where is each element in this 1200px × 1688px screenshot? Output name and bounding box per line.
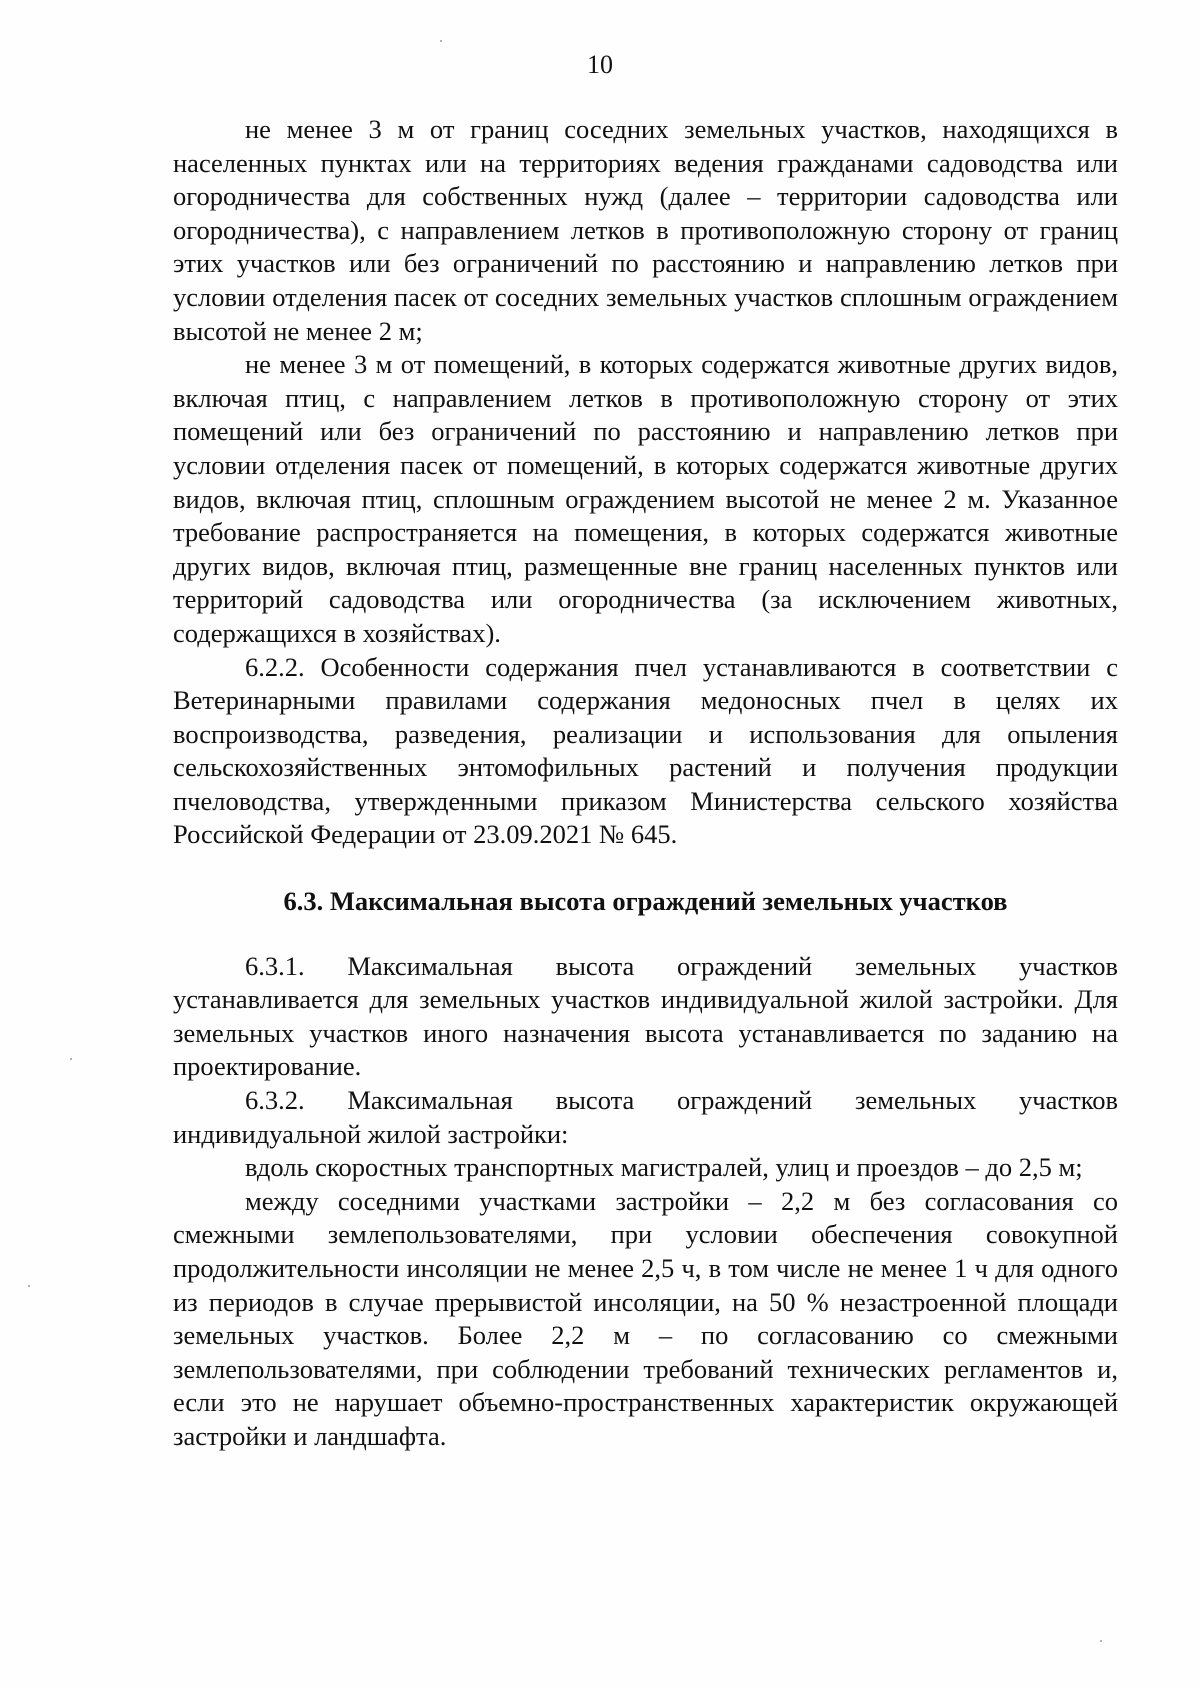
paragraph-fence-along-roads: вдоль скоростных транспортных магистралей, улиц и проездов – до 2,5 м;: [245, 1152, 1083, 1183]
spacer: [173, 852, 1118, 885]
page-number: 10: [587, 50, 613, 79]
paragraph-6-3-2: 6.3.2. Максимальная высота ограждений земельных участков индивидуальной жилой застройки:: [173, 1085, 1118, 1149]
section-heading-6-3: 6.3. Максимальная высота ограждений земельных участков: [283, 886, 1008, 917]
document-body: [173, 113, 1118, 1454]
spacer: [173, 919, 1118, 950]
paragraph-6-2-2: 6.2.2. Особенности содержания пчел устанавливаются в соответствии с Ветеринарными правилами содержания медоносных пчел в целях их воспроизводства, разведения, реализации и использования для опыления сельскохозяйственных энтомофильных растений и получения продукции пчеловодства, утвержденными приказом Министерства сельского хозяйства Российской Федерации от 23.09.2021 № 645.: [173, 651, 1118, 850]
paragraph-6-3-1: 6.3.1. Максимальная высота ограждений земельных участков устанавливается для земельных участков индивидуальной жилой застройки. Для земельных участков иного назначения высота устанавливается по заданию на проектирование.: [173, 950, 1118, 1082]
paragraph-apiary-distance-land-plots: не менее 3 м от границ соседних земельных участков, находящихся в населенных пунктах или на территориях ведения гражданами садоводства или огородничества для собственных нужд (далее – территории садоводства или огородничества), с направлением летков в противоположную сторону от границ этих участков или без ограничений по расстоянию и направлению летков при условии отделения пасек от соседних земельных участков сплошным ограждением высотой не менее 2 м;: [173, 114, 1118, 346]
paragraph-apiary-distance-animal-premises: не менее 3 м от помещений, в которых содержатся животные других видов, включая птиц, с направлением летков в противоположную сторону от этих помещений или без ограничений по расстоянию и направлению летков при условии отделения пасек от помещений, в которых содержатся животные других видов, включая птиц, сплошным ограждением высотой не менее 2 м. Указанное требование распространяется на помещения, в которых содержатся животные других видов, включая птиц, размещенные вне границ населенных пунктов или территорий садоводства или огородничества (за исключением животных, содержащихся в хозяйствах).: [173, 349, 1118, 648]
scan-speck: [28, 1285, 30, 1287]
scan-speck: [70, 1058, 72, 1060]
paragraph-fence-between-plots: между соседними участками застройки – 2,2 м без согласования со смежными землепользователями, при условии обеспечения совокупной продолжительности инсоляции не менее 2,5 ч, в том числе не менее 1 ч для одного из периодов в случае прерывистой инсоляции, на 50 % незастроенной площади земельных участков. Более 2,2 м – по согласованию со смежными землепользователями, при соблюдении требований технических регламентов и, если это не нарушает объемно-пространственных характеристик окружающей застройки и ландшафта.: [173, 1185, 1118, 1451]
scan-speck: [440, 40, 442, 42]
scan-speck: [1100, 1640, 1102, 1642]
